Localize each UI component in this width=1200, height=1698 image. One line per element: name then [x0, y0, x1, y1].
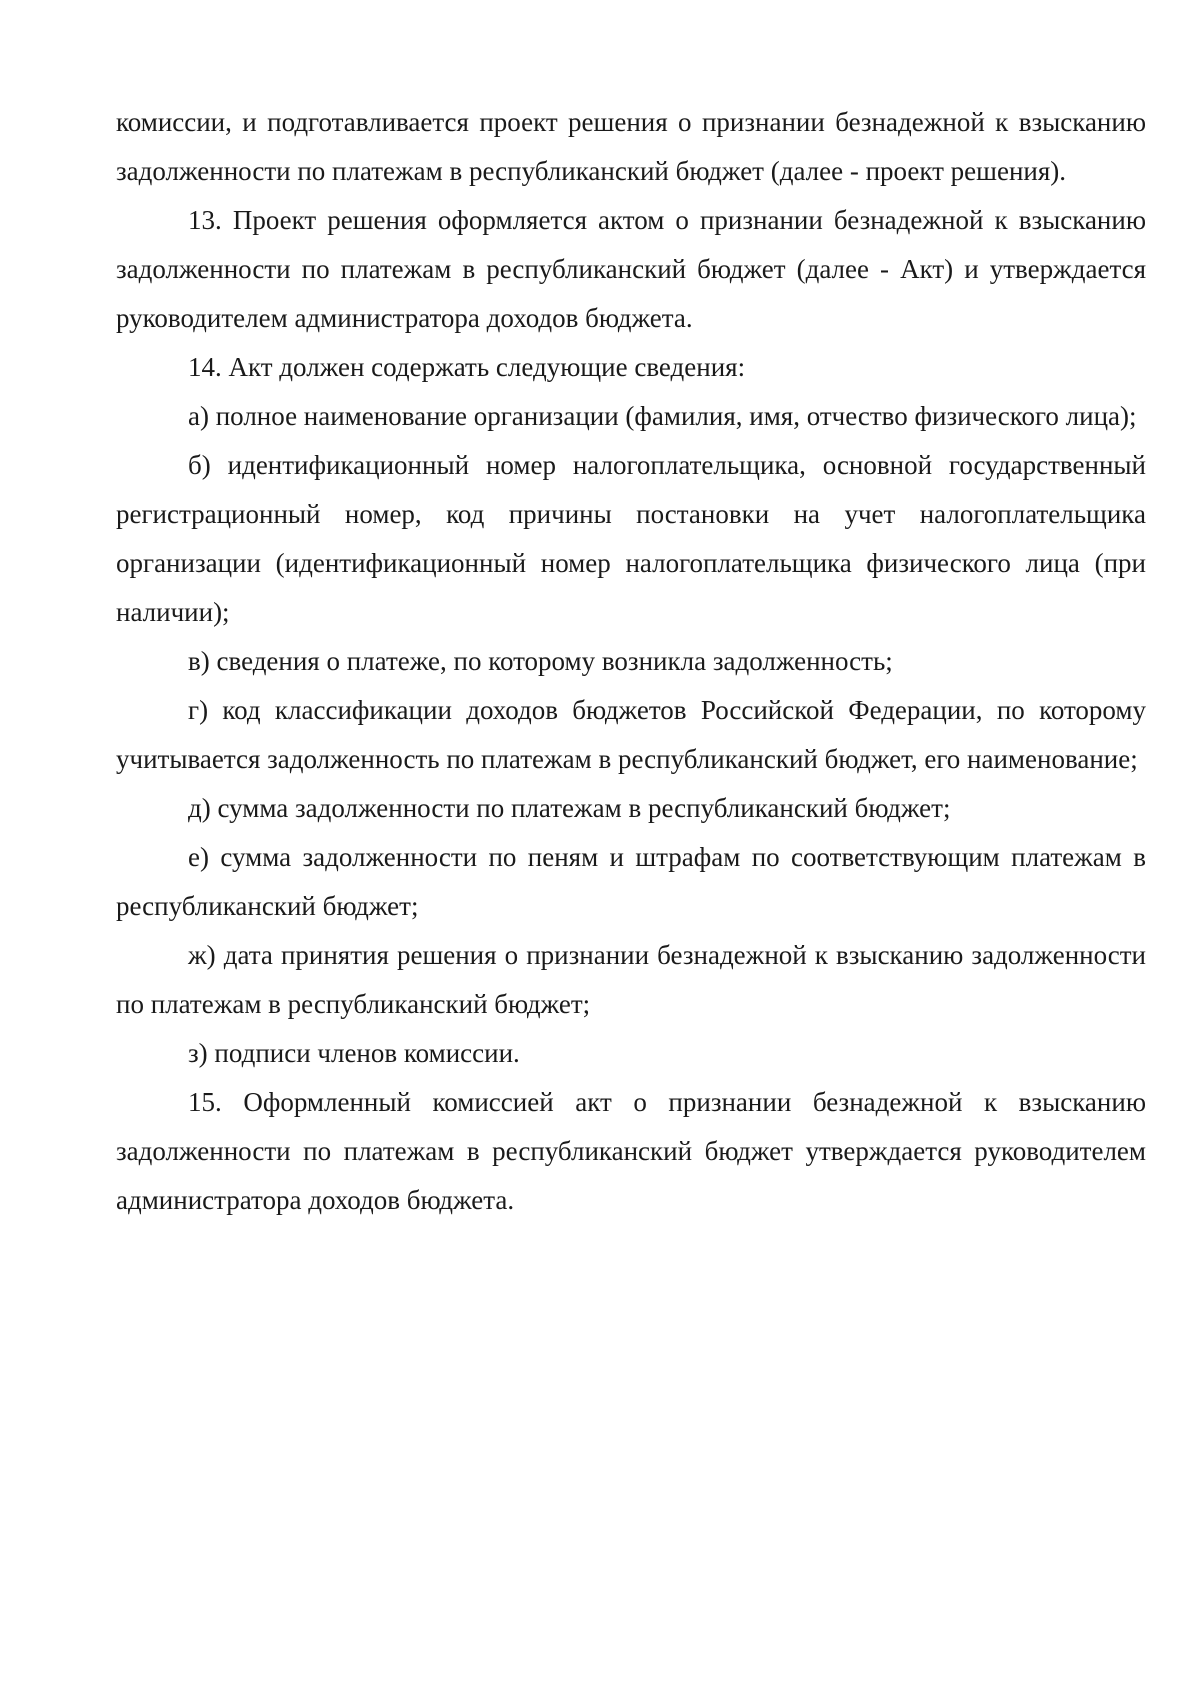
paragraph-subitem-a: а) полное наименование организации (фамилия, имя, отчество физического лица); [188, 401, 1137, 431]
paragraph-item-13: 13. Проект решения оформляется актом о признании безнадежной к взысканию задолженности по платежам в республиканский бюджет (далее - Акт) и утверждается руководителем администратора доходов бюджета. [116, 205, 1146, 333]
document-body [116, 98, 1146, 1225]
paragraph-subitem-z: з) подписи членов комиссии. [188, 1038, 520, 1068]
paragraph-subitem-g: г) код классификации доходов бюджетов Российской Федерации, по которому учитывается задолженность по платежам в республиканский бюджет, его наименование; [116, 695, 1146, 774]
paragraph-subitem-b: б) идентификационный номер налогоплательщика, основной государственный регистрационный номер, код причины постановки на учет налогоплательщика организации (идентификационный номер налогоплательщика физического лица (при наличии); [116, 450, 1146, 627]
paragraph-subitem-v: в) сведения о платеже, по которому возникла задолженность; [188, 646, 893, 676]
paragraph-item-15: 15. Оформленный комиссией акт о признании безнадежной к взысканию задолженности по платежам в республиканский бюджет утверждается руководителем администратора доходов бюджета. [116, 1087, 1146, 1215]
paragraph-continuation: комиссии, и подготавливается проект решения о признании безнадежной к взысканию задолженности по платежам в республиканский бюджет (далее - проект решения). [116, 107, 1146, 186]
paragraph-subitem-e: е) сумма задолженности по пеням и штрафам по соответствующим платежам в республиканский бюджет; [116, 842, 1146, 921]
paragraph-subitem-zh: ж) дата принятия решения о признании безнадежной к взысканию задолженности по платежам в республиканский бюджет; [116, 940, 1146, 1019]
paragraph-item-14: 14. Акт должен содержать следующие сведения: [188, 352, 746, 382]
paragraph-subitem-d: д) сумма задолженности по платежам в республиканский бюджет; [188, 793, 951, 823]
